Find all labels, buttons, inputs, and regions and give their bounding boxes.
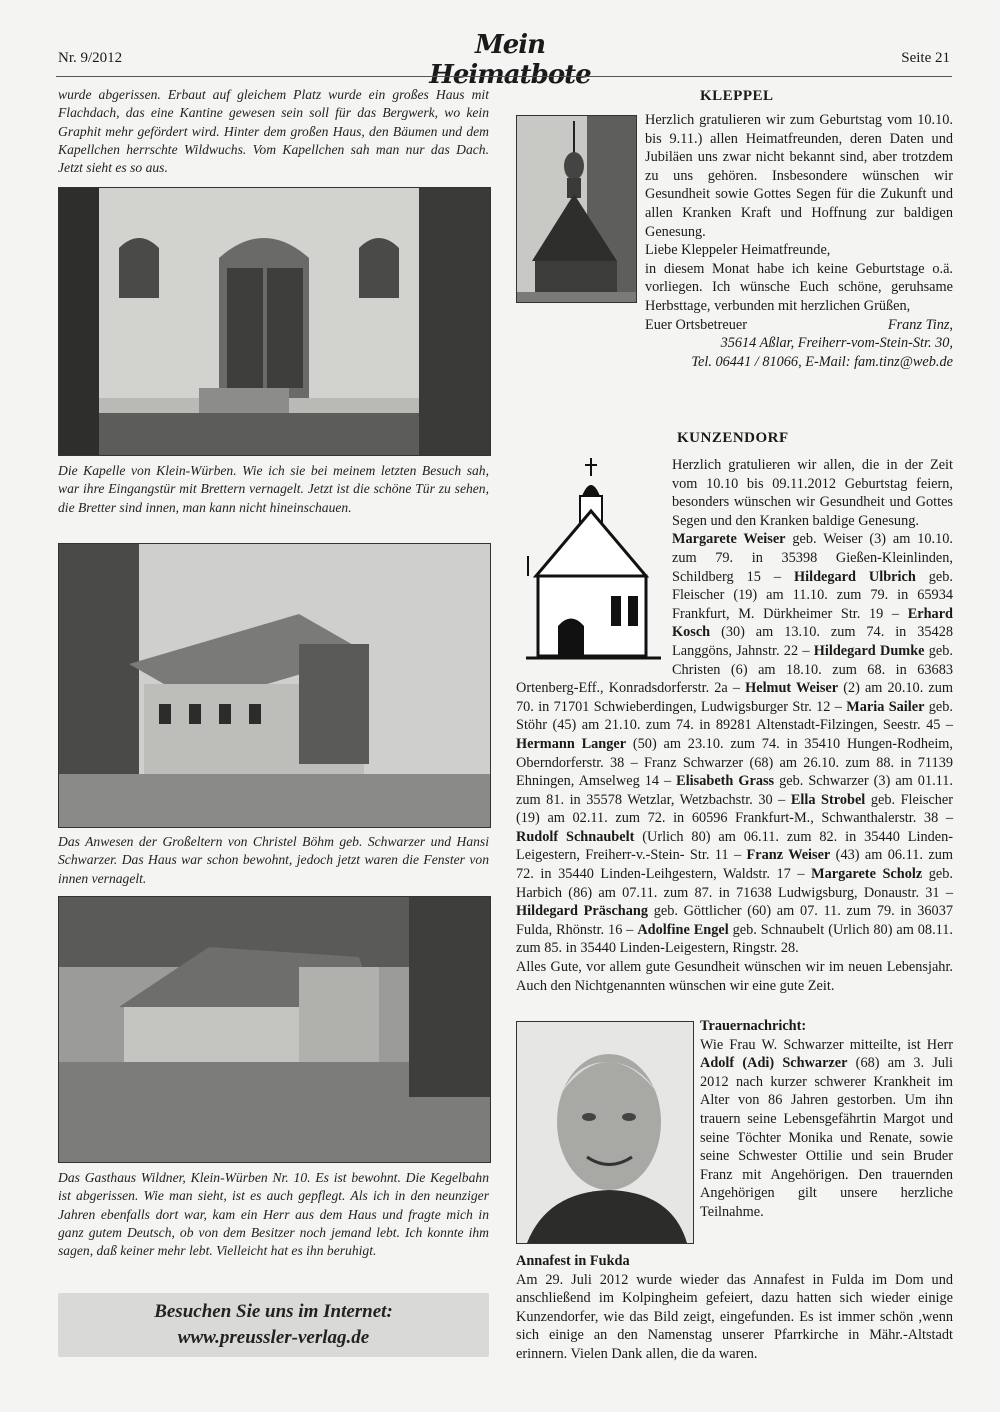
birthday-details: (43) am 06.11. zum 72. in 35440 Linden-Leihgestern, Waldstr. 17 – bbox=[516, 847, 953, 883]
obituary-text-start: Wie Frau W. Schwarzer mitteilte, ist Herr bbox=[700, 1036, 953, 1053]
kleppel-signoff bbox=[645, 316, 953, 335]
kleppel-salutation: Liebe Kleppeler Heimatfreunde, bbox=[645, 242, 831, 259]
birthday-name: Hildegard Dumke bbox=[813, 642, 925, 659]
birthday-name: Franz Weiser bbox=[746, 847, 831, 864]
birthday-name: Ella Strobel bbox=[790, 791, 866, 808]
obituary-block bbox=[700, 1017, 953, 1222]
birthday-details: geb. Weiser (3) am 10.10. zum 79. in 35398 Gießen-Kleinlinden, Schildberg 15 – bbox=[672, 531, 953, 585]
caption-block-2 bbox=[58, 833, 489, 888]
kunzendorf-closing: Alles Gute, vor allem gute Gesundheit wünschen wir im neuen Lebensjahr. Auch den Nichtgenannten wünschen wir eine gute Zeit. bbox=[516, 959, 953, 994]
gasthaus-photo bbox=[58, 896, 491, 1163]
kleppel-message: in diesem Monat habe ich keine Geburtstage o.ä. vorliegen. Ich wünsche Euch schöne, geruhsame Herbsttage, verbunden mit herzlichen Grüßen, bbox=[645, 260, 953, 314]
kunzendorf-heading: KUNZENDORF bbox=[677, 430, 789, 446]
obituary-heading: Trauernachricht: bbox=[700, 1018, 807, 1034]
left-intro-block bbox=[58, 86, 489, 177]
birthday-name: Helmut Weiser bbox=[745, 680, 839, 697]
kleppel-closing: Euer Ortsbetreuer bbox=[645, 316, 748, 333]
page-number: Seite 21 bbox=[901, 50, 950, 66]
obituary-portrait-photo bbox=[516, 1021, 694, 1244]
gasthaus-caption: Das Gasthaus Wildner, Klein-Würben Nr. 10. Es ist bewohnt. Die Kegelbahn ist abgerissen. Wie man sieht, ist es auch gepflegt. Als ich in den neunziger Jahren ebenfalls dort war, kam ein Herr aus dem Haus und fragte mich in ganz gutem Deutsch, ob von dem Besitzer noch jemand lebt. Ich konnte ihm sagen, daß keiner mehr lebt. Vielleicht hat es ihn beruhigt. bbox=[58, 1170, 489, 1259]
birthday-name: Rudolf Schnaubelt bbox=[516, 828, 635, 845]
obituary-deceased-name: Adolf (Adi) Schwarzer bbox=[700, 1055, 848, 1072]
annafest-text: Am 29. Juli 2012 wurde wieder das Annafest in Fulda im Dom und anschließend im Kolpingheim gefeiert, dazu hatten sich wieder einige Kunzendorfer, wie das Bild zeigt, eingefunden. Es ist immer schön ,wenn sich einige an den Namenstag unserer Pfarrkirche in Mähr.-Altstadt erinnern. Vielen Dank allen, die da waren. bbox=[516, 1271, 953, 1362]
birthday-details: geb. Schwarzer (3) am 01.11. zum 81. in 35578 Wetzlar, Wetzbachstr. 30 – bbox=[516, 773, 954, 808]
header-rule bbox=[56, 76, 952, 77]
annafest-heading: Annafest in Fukda bbox=[516, 1253, 630, 1269]
birthday-details: (50) am 23.10. zum 74. in 35410 Hungen-Rodheim, Oberndorferstr. 38 – Franz Schwarzer (68) am 26.10. zum 88. in 71139 Ehningen, Amselweg 14 – bbox=[516, 735, 953, 790]
kleppel-church-photo bbox=[516, 115, 637, 303]
birthday-name: Adolfine Engel bbox=[637, 921, 729, 938]
kleppel-greeting: Herzlich gratulieren wir zum Geburtstag vom 10.10. bis 9.11.) allen Heimatfreunden, deren Daten und Jubiläen uns zwar nicht bekannt sind, aber trotzdem zu uns gehören. Insbesondere wünschen wir Gesundheit sowie Gottes Segen für die Zukunft und allen Kranken Kraft und Hoffnung zur baldigen Genesung. bbox=[645, 112, 953, 240]
chapel-caption: Die Kapelle von Klein-Würben. Wie ich sie bei meinem letzten Besuch sah, war ihre Eingangstür mit Brettern vernagelt. Jetzt ist die schöne Tür zu sehen, die Bretter sind innen, man kann nicht hineinschauen. bbox=[58, 463, 489, 515]
birthday-name: Maria Sailer bbox=[846, 698, 925, 715]
birthday-details: geb. Stöhr (45) am 21.10. zum 74. in 89281 Altenstadt-Filzingen, Seestr. 45 – bbox=[516, 698, 954, 734]
birthday-details: geb. Harbich (86) am 07.11. zum 87. in 71638 Ludwigsburg, Donaustr. 31 – bbox=[516, 866, 953, 901]
kunzendorf-church-drawing bbox=[516, 456, 666, 663]
publisher-website-link[interactable]: www.preussler-verlag.de bbox=[177, 1327, 370, 1348]
birthday-details: geb. Fleischer (19) am 02.11. zum 72. in 60596 Frankfurt-M., Schwanthalerstr. 38 – bbox=[516, 791, 954, 827]
birthday-name: Elisabeth Grass bbox=[676, 773, 775, 790]
kleppel-contact: Tel. 06441 / 81066, E-Mail: fam.tinz@web.de bbox=[691, 353, 953, 370]
chapel-photo bbox=[58, 187, 491, 456]
birthday-details: geb. Schnaubelt (Urlich 80) am 08.11. zum 85. in 35440 Linden-Leigestern, Ringstr. 28. bbox=[516, 921, 953, 957]
birthday-name: Hermann Langer bbox=[516, 735, 627, 752]
issue-number: Nr. 9/2012 bbox=[58, 50, 123, 66]
birthday-name: Erhard Kosch bbox=[672, 605, 953, 641]
caption-block-3 bbox=[58, 1169, 489, 1260]
left-intro-text: wurde abgerissen. Erbaut auf gleichem Platz wurde ein großes Haus mit Flachdach, das eine Kantine gewesen sein soll für das Bergwerk, wo kein Graphit mehr gefördert wird. Hinter dem großen Haus, den Bäumen und dem Kapellchen herrschte Wildwuchs. Vom Kapellchen sah man nur das Dach. Jetzt sieht es so aus. bbox=[58, 87, 489, 176]
masthead-logo: Mein Heimatbote bbox=[429, 30, 591, 90]
birthday-details: (Urlich 80) am 06.11. zum 82. in 35440 Linden-Leigestern, Freiherr-v.-Stein- Str. 11 – bbox=[516, 828, 954, 864]
caption-block-1 bbox=[58, 462, 489, 517]
obituary-text-end: (68) am 3. Juli 2012 nach kurzer schwerer Krankheit im Alter von 86 Jahren gestorben. Um ihn trauern seine Lebensgefährtin Margot und seine Töchter Monika und Renate, sowie seine Schwester Ottilie und sein Bruder Franz mit Angehörigen. Den trauernden Angehörigen gilt unsere herzliche Teilnahme. bbox=[700, 1055, 953, 1220]
internet-banner-title: Besuchen Sie uns im Internet: bbox=[154, 1301, 393, 1322]
kunzendorf-block bbox=[516, 456, 953, 995]
birthday-details: geb. Fleischer (19) am 11.10. zum 79. in 65934 Frankfurt, M. Dürkheimer Str. 19 – bbox=[672, 568, 953, 622]
annafest-block bbox=[516, 1252, 953, 1364]
birthday-details: (30) am 13.10. zum 74. in 35428 Langgöns, Jahnstr. 22 – bbox=[672, 624, 953, 659]
birthday-name: Hildegard Präschang bbox=[516, 903, 648, 920]
birthday-details: geb. Christen (6) am 18.10. zum 68. in 63683 Ortenberg-Eff., Konradsdorferstr. 2a – bbox=[516, 642, 953, 697]
grandparents-house-photo bbox=[58, 543, 491, 828]
birthday-details: geb. Göttlicher (60) am 07. 11. zum 79. in 36037 Fulda, Rhönstr. 16 – bbox=[516, 903, 953, 938]
kleppel-address: 35614 Aßlar, Freiherr-vom-Stein-Str. 30, bbox=[720, 335, 953, 352]
birthday-details: (2) am 20.10. zum 70. in 71701 Schwieberdingen, Ludwigsburger Str. 12 – bbox=[516, 680, 953, 715]
birthday-name: Margarete Weiser bbox=[672, 531, 786, 548]
kunzendorf-intro: Herzlich gratulieren wir allen, die in der Zeit vom 10.10 bis 09.11.2012 Geburtstag feiern, besonders wünschen wir Gesundheit und Gottes Segen und den Kranken baldige Genesung. bbox=[672, 457, 953, 529]
kleppel-heading: KLEPPEL bbox=[700, 88, 774, 104]
kleppel-text-block bbox=[645, 111, 953, 371]
grandparents-house-caption: Das Anwesen der Großeltern von Christel Böhm geb. Schwarzer und Hansi Schwarzer. Das Haus war schon bewohnt, jedoch jetzt waren die Fenster von innen vernagelt. bbox=[58, 834, 489, 886]
obituary-text bbox=[700, 1036, 953, 1222]
internet-banner bbox=[58, 1293, 489, 1357]
birthday-name: Margarete Scholz bbox=[811, 866, 923, 883]
birthday-name: Hildegard Ulbrich bbox=[794, 568, 916, 585]
kleppel-author: Franz Tinz, bbox=[887, 316, 953, 333]
